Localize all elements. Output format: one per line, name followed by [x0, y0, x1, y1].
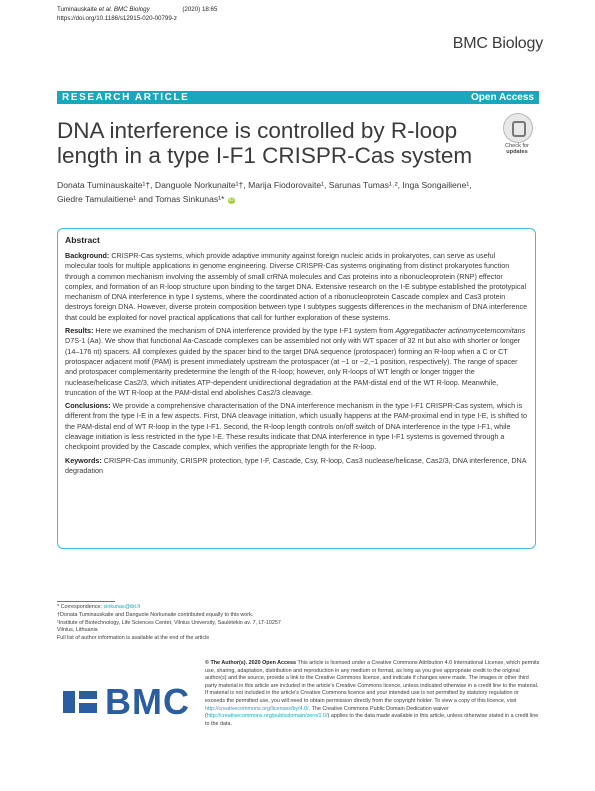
citation-line — [57, 6, 317, 15]
abstract-conclusions — [65, 401, 528, 452]
orcid-icon[interactable]: iD — [228, 196, 234, 203]
license-body-a: This article is licensed under a Creative Commons Attribution 4.0 International License, which permits use, sharing, adaptation, distribution and reproduction in any medium or format, as long as you give appropriate credit to the original author(s) and the source, provide a link to the Creative Commons licence, and indicate if changes were made. The images or other third party material in this article are included in the article's Creative Commons licence, unless indicated otherwise in a credit line to the material. If material is not included in the article's Creative Commons licence and your intended use is not permitted by statutory regulation or exceeds the permitted use, you will need to obtain permission directly from the copyright holder. To view a copy of this licence, visit — [205, 660, 540, 704]
conclusions-text: We provide a comprehensive characterisation of the DNA interference mechanism in the type I-F1 CRISPR-Cas system, which is different from the type I-E in a few aspects. First, DNA cleavage initiation, which usually happens at the PAM-proximal end in type I-E, is shifted to the PAM-distal end of WT R-loop in the type I-F1. Second, the R-loop length controls on/off switch of DNA interference in the type I-F1, while cleavage initiation is less restricted in the type I-E. These results indicate that DNA interference in type I-F1 systems is governed through a checkpoint provided by the Cascade complex, which verifies the appropriate length for the R-loop. — [65, 401, 527, 452]
bmc-logo — [61, 681, 190, 723]
abstract-box — [57, 228, 536, 549]
keywords-text: CRISPR-Cas immunity, CRISPR protection, type I-F, Cascade, Csy, R-loop, Cas3 nuclease/helicase, Cas2/3, DNA interference, DNA degradation — [65, 455, 527, 475]
article-type-banner — [57, 91, 539, 104]
header-journal: BMC Biology — [113, 6, 150, 13]
correspondence-label: * Correspondence: — [57, 604, 102, 610]
footnotes — [57, 601, 297, 643]
article-type-label: RESEARCH ARTICLE — [62, 92, 190, 103]
authors-line-2-text: Giedre Tamulaitiene¹ and Tomas Sinkunas¹* — [57, 193, 225, 204]
header-et-al: et al. — [98, 6, 113, 13]
bmc-logo-mark-icon — [61, 687, 99, 717]
affiliation: ¹Institute of Biotechnology, Life Sciences Center, Vilnius University, Saulėtekio av. 7, LT-10257 Vilnius, Lithuania — [57, 619, 281, 634]
abstract-background — [65, 251, 528, 323]
bmc-logo-text: BMC — [105, 681, 190, 722]
license-body-c: ) applies to the data made available in this article, unless otherwise stated in a credit line to the data. — [205, 713, 539, 727]
abstract-heading: Abstract — [65, 235, 100, 245]
authors-line-1: Donata Tuminauskaite¹†, Danguole Norkunaite¹†, Marija Fiodorovaite¹, Sarunas Tumas¹˒², Inga Songailiene¹, — [57, 180, 472, 190]
license-copyright: © The Author(s). 2020 — [205, 660, 261, 666]
keywords-label: Keywords: — [65, 455, 102, 465]
check-for-updates-badge[interactable] — [496, 112, 538, 154]
abstract-keywords — [65, 456, 528, 477]
results-text-b: D7S-1 (Aa). We show that functional Aa-Cascade complexes can be assembled not only with WT spacer of 32 nt but also with shorter or longer (14–176 nt) spacers. All complexes guided by the spacer bind to the target DNA sequence (protospacer) forming an R-loop when a C or CT protospacer adjacent motif (PAM) is present immediately upstream the protospacer (at −1 or −2,−1 position, respectively). The range of spacer and protospacer complementarity predetermine the length of the R-loop; however, only R-loops of WT length or longer trigger the nuclease/helicase Cas2/3, which initiates ATP-dependent unidirectional degradation at the PAM-distal end of the WT R-loop. Meanwhile, truncation of the WT R-loop at the PAM-distal end abolishes Cas2/3 cleavage. — [65, 336, 521, 397]
check-for-updates-text — [496, 143, 538, 155]
open-access-label: Open Access — [471, 92, 534, 103]
results-text-a: Here we examined the mechanism of DNA interference provided by the type I-F1 system from — [95, 326, 394, 336]
running-header — [57, 6, 317, 23]
header-authors: Tuminauskaite — [57, 6, 98, 13]
article-title: DNA interference is controlled by R-loop length in a type I-F1 CRISPR-Cas system — [57, 118, 473, 168]
license-link-cc0[interactable]: http://creativecommons.org/publicdomain/zero/1.0/ — [206, 713, 328, 720]
equal-contribution-note: †Donata Tuminauskaite and Danguole Norkunaite contributed equally to this work. — [57, 611, 254, 618]
license-body-b: . The Creative Commons Public Domain Dedication waiver ( — [205, 705, 449, 720]
footnote-rule — [57, 601, 115, 602]
license-text — [205, 660, 540, 728]
conclusions-label: Conclusions: — [65, 401, 111, 411]
authors-line-2 — [57, 193, 537, 207]
license-open-access: Open Access — [262, 660, 297, 666]
journal-brand: BMC Biology — [452, 35, 543, 52]
background-label: Background: — [65, 251, 110, 260]
results-species: Aggregatibacter actinomycetemcomitans — [395, 326, 526, 336]
doi-link[interactable]: https://doi.org/10.1186/s12915-020-00799-z — [57, 14, 177, 22]
correspondence — [57, 604, 297, 612]
author-list — [57, 179, 537, 206]
background-text: CRISPR-Cas systems, which provide adaptive immunity against foreign nucleic acids in prokaryotes, can serve as useful molecular tools for multiple applications in genome engineering. Diverse CRISPR-Cas systems originating from distinct prokaryotes function through a common mechanism involving the assembly of small crRNA molecules and Cas proteins into a ribonucleoprotein (RNP) effector complex, and formation of an R-loop structure upon binding to the target DNA. Extensive research on the I-E subtype established the prototypical mechanism of DNA interference in type I systems, where the coordinated action of a ribonucleoprotein Cascade complex and Cas3 protein destroys foreign DNA. However, diverse protein composition between type I subtypes suggests differences in the mechanism of DNA interference that could be exploited for novel practical applications that call for further exploration of these systems. — [65, 251, 528, 322]
check-badge-line2: updates — [506, 149, 528, 155]
check-badge-line1: Check for — [505, 143, 529, 149]
license-link-cc-by[interactable]: http://creativecommons.org/licenses/by/4.0/ — [205, 705, 309, 712]
results-label: Results: — [65, 326, 94, 336]
header-year-volume: (2020) 18:65 — [182, 6, 218, 13]
correspondence-email-link[interactable]: sinkunas@ibt.lt — [103, 604, 141, 610]
check-for-updates-icon — [503, 113, 533, 143]
abstract-results — [65, 326, 528, 398]
author-info-note: Full list of author information is available at the end of the article — [57, 635, 210, 642]
